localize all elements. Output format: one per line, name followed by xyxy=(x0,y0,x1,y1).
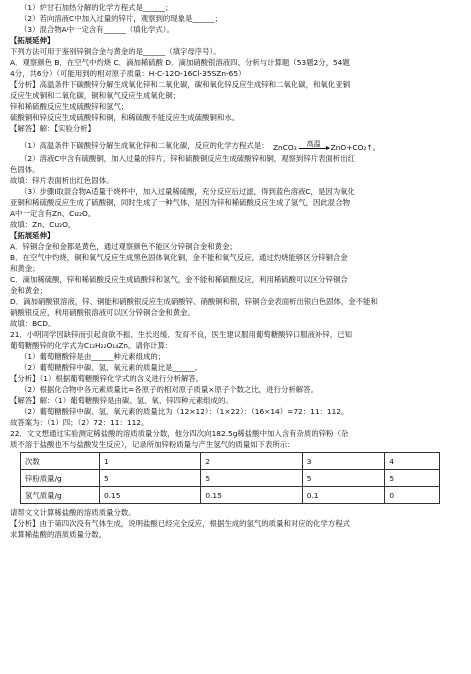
text-line: （1）炉甘石加热分解的化学方程式是______； xyxy=(20,3,173,12)
table-row xyxy=(21,487,440,504)
text-line: 色固体。 xyxy=(10,165,40,174)
equation-products: ZnO+CO₂↑ xyxy=(330,143,373,152)
table-cell: 5 xyxy=(385,470,440,487)
table-cell: 锌粉质量/g xyxy=(21,470,100,487)
body-upper xyxy=(10,2,465,450)
text-line: 请帮文文计算稀盐酸的溶质质量分数。 xyxy=(10,508,136,517)
table-cell: 5 xyxy=(201,470,302,487)
text-line: 锌和稀硫酸反应生成硫酸锌和氢气； xyxy=(10,102,129,111)
data-table xyxy=(20,452,440,504)
analysis-line: 【分析】高温条件下碳酸锌分解生成氧化锌和二氧化碳，碳和氧化锌反应生成锌和二氧化碳，和氧化亚铜 xyxy=(10,80,350,89)
text-line: 求算稀盐酸的溶质质量分数。 xyxy=(10,530,107,539)
table-cell: 1 xyxy=(100,453,201,470)
text-line: 故答案为：（1）四；（2）72：11：112。 xyxy=(10,418,149,427)
question-21: 21．小明同学因缺锌而引起食欲不振、生长迟缓、发育不良，医生建议服用葡萄糖酸锌口服液补锌，已知 xyxy=(10,330,352,339)
text-line: （2）若向溶液C中加入过量的锌片，观察到的现象是______； xyxy=(20,14,223,23)
answer-line: 【解答】解：（1）葡萄糖酸锌是由碳、氢、氧、锌四种元素组成的。 xyxy=(10,396,233,405)
reaction-arrow xyxy=(297,141,331,153)
analysis-line: 【分析】由于第四次没有气体生成，说明盐酸已经完全反应，根据生成的氢气的质量和对应的化学方程式 xyxy=(10,519,350,528)
text-line: C．滴加稀硫酸，锌和稀硫酸反应生成硫酸锌和氢气，金不能和稀硫酸反应，利用稀硫酸可以区分锌铜合 xyxy=(10,275,348,284)
text-line: 硝酸银反应，利用硝酸银溶液可以区分锌铜合金和黄金。 xyxy=(10,308,195,317)
table-cell: 0 xyxy=(385,487,440,504)
text-line: 金和黄金； xyxy=(10,286,47,295)
text-line: A．锌铜合金和金都是黄色，通过观察颜色不能区分锌铜合金和黄金； xyxy=(10,242,237,251)
equation-end: 。 xyxy=(372,143,380,152)
analysis-line: 【分析】（1）根据葡萄糖酸锌化学式的含义进行分析解答。 xyxy=(10,374,204,383)
answer-line: 【解答】解：【实验分析】 xyxy=(10,124,95,133)
question-22: 22．文文想通过实验测定稀盐酸的溶质质量分数，他分四次向182.5g稀盐酸中加入含有杂质的锌粉（杂 xyxy=(10,429,349,438)
arrow-icon xyxy=(299,148,329,149)
text-line: 故填：锌片表面析出红色固体。 xyxy=(10,176,114,185)
text-line: （2）葡萄糖酸锌中碳、氢、氧元素的质量比为（12×12）：（1×22）：（16×14）=72：11：112。 xyxy=(20,407,349,416)
text-line: （2）溶液C中含有硫酸铜，加入过量的锌片，锌和硫酸铜反应生成硫酸锌和铜，观察到锌片表面析出红 xyxy=(20,154,356,163)
text-line: 故填：BCD。 xyxy=(10,319,56,328)
table-cell: 次数 xyxy=(21,453,100,470)
text-line: D．滴加硝酸银溶液，锌、铜能和硝酸银反应生成硝酸锌、硝酸铜和银，锌铜合金表面析出银白色固体，金不能和 xyxy=(10,297,378,306)
text-line: B．在空气中灼烧，铜和氧气反应生成黑色固体氧化铜，金不能和氧气反应，通过灼烧能够区分锌铜合金 xyxy=(10,253,348,262)
text-line: 和黄金； xyxy=(10,264,40,273)
text-line: （2）根据化合物中各元素质量比=各原子的相对原子质量×原子个数之比，进行分析解答。 xyxy=(20,385,318,394)
section-heading: 【拓展延伸】 xyxy=(10,231,55,240)
text-line: 故填：Zn、Cu₂O。 xyxy=(10,220,76,229)
text-line: 4分，共6分）（可能用到的相对原子质量：H-C-12O-16Cl-35SZn-65） xyxy=(10,69,246,78)
text-line: （3）混合物A中一定含有______（填化学式）。 xyxy=(20,25,174,34)
text-line: 葡萄糖酸锌的化学式为C₁₂H₂₂O₁₄Zn。请你计算： xyxy=(10,341,173,350)
table-row xyxy=(21,453,440,470)
text-line: （1）葡萄糖酸锌是由______种元素组成的； xyxy=(20,352,166,361)
table-cell: 0.1 xyxy=(302,487,385,504)
table-cell: 5 xyxy=(302,470,385,487)
text-line: A．观察颜色 B．在空气中灼烧 C．滴加稀硫酸 D．滴加硝酸银溶液四、分析与计算题（53题2分，54题 xyxy=(10,58,350,67)
table-row xyxy=(21,470,440,487)
equation-reactant: ZnCO₃ xyxy=(272,143,297,152)
body-lower xyxy=(10,507,465,540)
equation-line xyxy=(10,140,465,153)
text-line: 硫酸铜和锌反应生成硫酸锌和铜，和稀硫酸不能反应生成硫酸铜和水。 xyxy=(10,113,240,122)
table-cell: 2 xyxy=(201,453,302,470)
table-cell: 0.15 xyxy=(100,487,201,504)
table-cell: 5 xyxy=(100,470,201,487)
text-line: A中一定含有Zn、Cu₂O。 xyxy=(10,209,96,218)
text-line: 反应生成铜和二氧化碳，铜和氧气反应生成氧化铜； xyxy=(10,91,180,100)
table-cell: 3 xyxy=(302,453,385,470)
text-line: （3）步骤Ⅰ取混合物A适量于烧杯中，加入过量稀硫酸，充分反应后过滤，得到蓝色溶液C，是因为氧化 xyxy=(20,187,355,196)
table-cell: 0.15 xyxy=(201,487,302,504)
table-cell: 4 xyxy=(385,453,440,470)
equation-intro: （1）高温条件下碳酸锌分解生成氧化锌和二氧化碳，反应的化学方程式是： xyxy=(20,141,269,150)
reaction-condition: 高温 xyxy=(306,140,321,148)
text-line: 亚铜和稀硫酸反应生成了硫酸铜，同时生成了一种气体，是因为锌和稀硫酸反应生成了氢气，因此混合物 xyxy=(10,198,350,207)
text-line: （2）葡萄糖酸锌中碳、氢、氧元素的质量比是______。 xyxy=(20,363,203,372)
chemical-equation xyxy=(273,141,380,153)
section-heading: 【拓展延伸】 xyxy=(10,36,55,45)
text-line: 质不溶于盐酸也不与盐酸发生反应），记录所加锌粉质量与产生氢气的质量如下表所示： xyxy=(10,440,295,449)
table-cell: 氢气质量/g xyxy=(21,487,100,504)
text-line: 下列方法可用于鉴别锌铜合金与黄金的是______（填字母序号）。 xyxy=(10,47,221,56)
